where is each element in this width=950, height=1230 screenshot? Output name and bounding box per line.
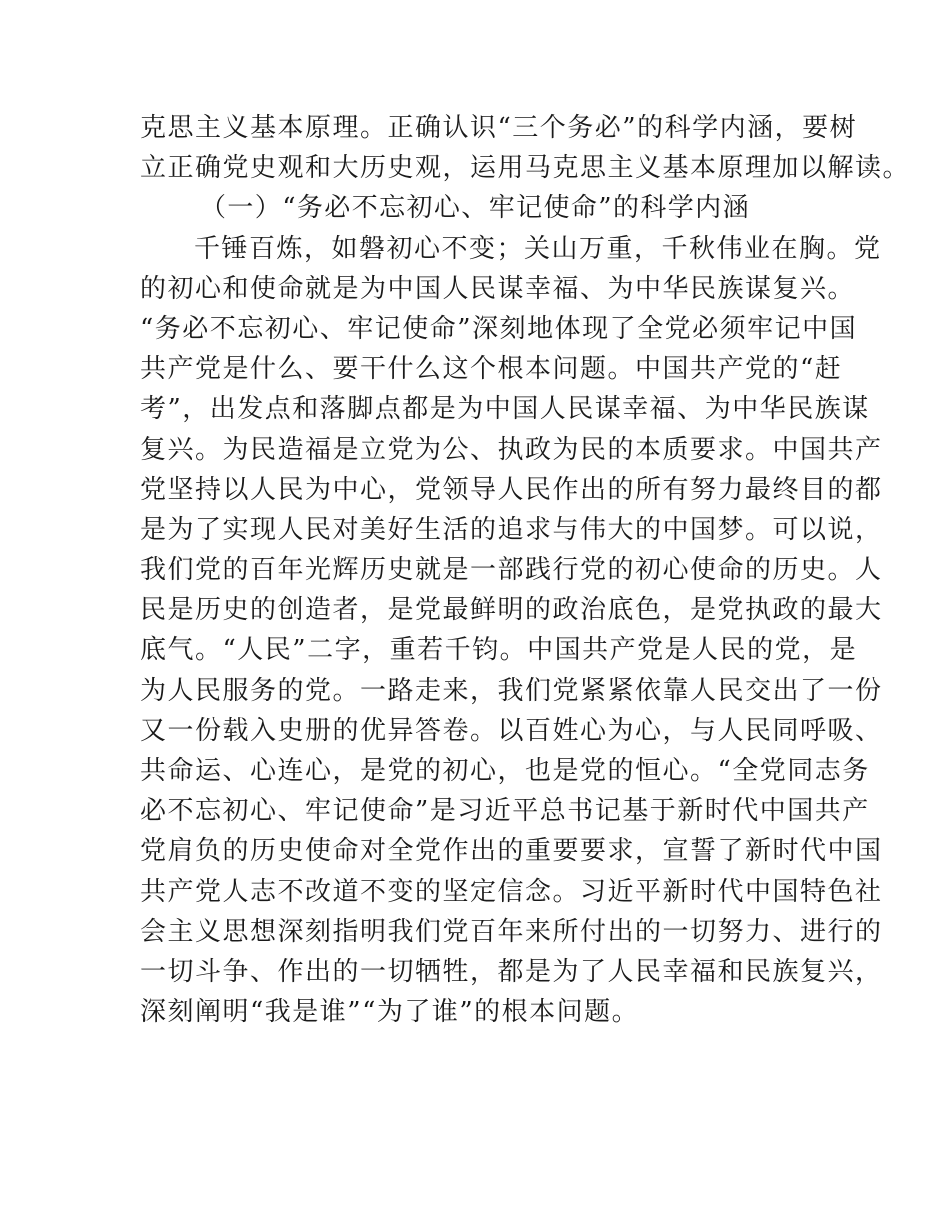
paragraph-line: 底气。“人民”二字，重若千钧。中国共产党是人民的党，是 [140, 635, 858, 666]
paragraph-line: 深刻阐明“我是谁”“为了谁”的根本问题。 [140, 997, 640, 1028]
paragraph-line: 党肩负的历史使命对全党作出的重要要求，宣誓了新时代中国 [140, 836, 883, 867]
paragraph-line: 千锤百炼，如磐初心不变；关山万重，千秋伟业在胸。党 [194, 233, 882, 264]
paragraph-line: 的初心和使命就是为中国人民谋幸福、为中华民族谋复兴。 [140, 273, 856, 304]
paragraph-line: 是为了实现人民对美好生活的追求与伟大的中国梦。可以说， [140, 514, 883, 545]
paragraph-line: 克思主义基本原理。正确认识“三个务必”的科学内涵，要树 [140, 113, 858, 143]
paragraph-line: 我们党的百年光辉历史就是一部践行党的初心使命的历史。人 [140, 555, 883, 586]
paragraph-line: 民是历史的创造者，是党最鲜明的政治底色，是党执政的最大 [140, 595, 883, 626]
paragraph-line: 会主义思想深刻指明我们党百年来所付出的一切努力、进行的 [140, 916, 883, 947]
paragraph-line: 立正确党史观和大历史观，运用马克思主义基本原理加以解读。 [140, 153, 911, 184]
document-body [140, 108, 911, 1032]
paragraph-line: 党坚持以人民为中心，党领导人民作出的所有努力最终目的都 [140, 474, 883, 505]
paragraph-line: 为人民服务的党。一路走来，我们党紧紧依靠人民交出了一份 [140, 675, 883, 706]
paragraph-line: 共产党是什么、要干什么这个根本问题。中国共产党的“赶 [140, 354, 843, 385]
section-heading: （一）“务必不忘初心、牢记使命”的科学内涵 [200, 193, 750, 224]
paragraph-line: 共产党人志不改道不变的坚定信念。习近平新时代中国特色社 [140, 876, 883, 907]
paragraph-line: 又一份载入史册的优异答卷。以百姓心为心，与人民同呼吸、 [140, 715, 883, 746]
paragraph-line: 必不忘初心、牢记使命”是习近平总书记基于新时代中国共产 [140, 796, 870, 827]
paragraph-line: “务必不忘初心、牢记使命”深刻地体现了全党必须牢记中国 [140, 313, 858, 344]
paragraph-line: 复兴。为民造福是立党为公、执政为民的本质要求。中国共产 [140, 434, 883, 465]
paragraph-line: 考”，出发点和落脚点都是为中国人民谋幸福、为中华民族谋 [140, 394, 870, 425]
paragraph-line: 一切斗争、作出的一切牺牲，都是为了人民幸福和民族复兴， [140, 956, 883, 987]
paragraph-line: 共命运、心连心，是党的初心，也是党的恒心。“全党同志务 [140, 756, 870, 786]
